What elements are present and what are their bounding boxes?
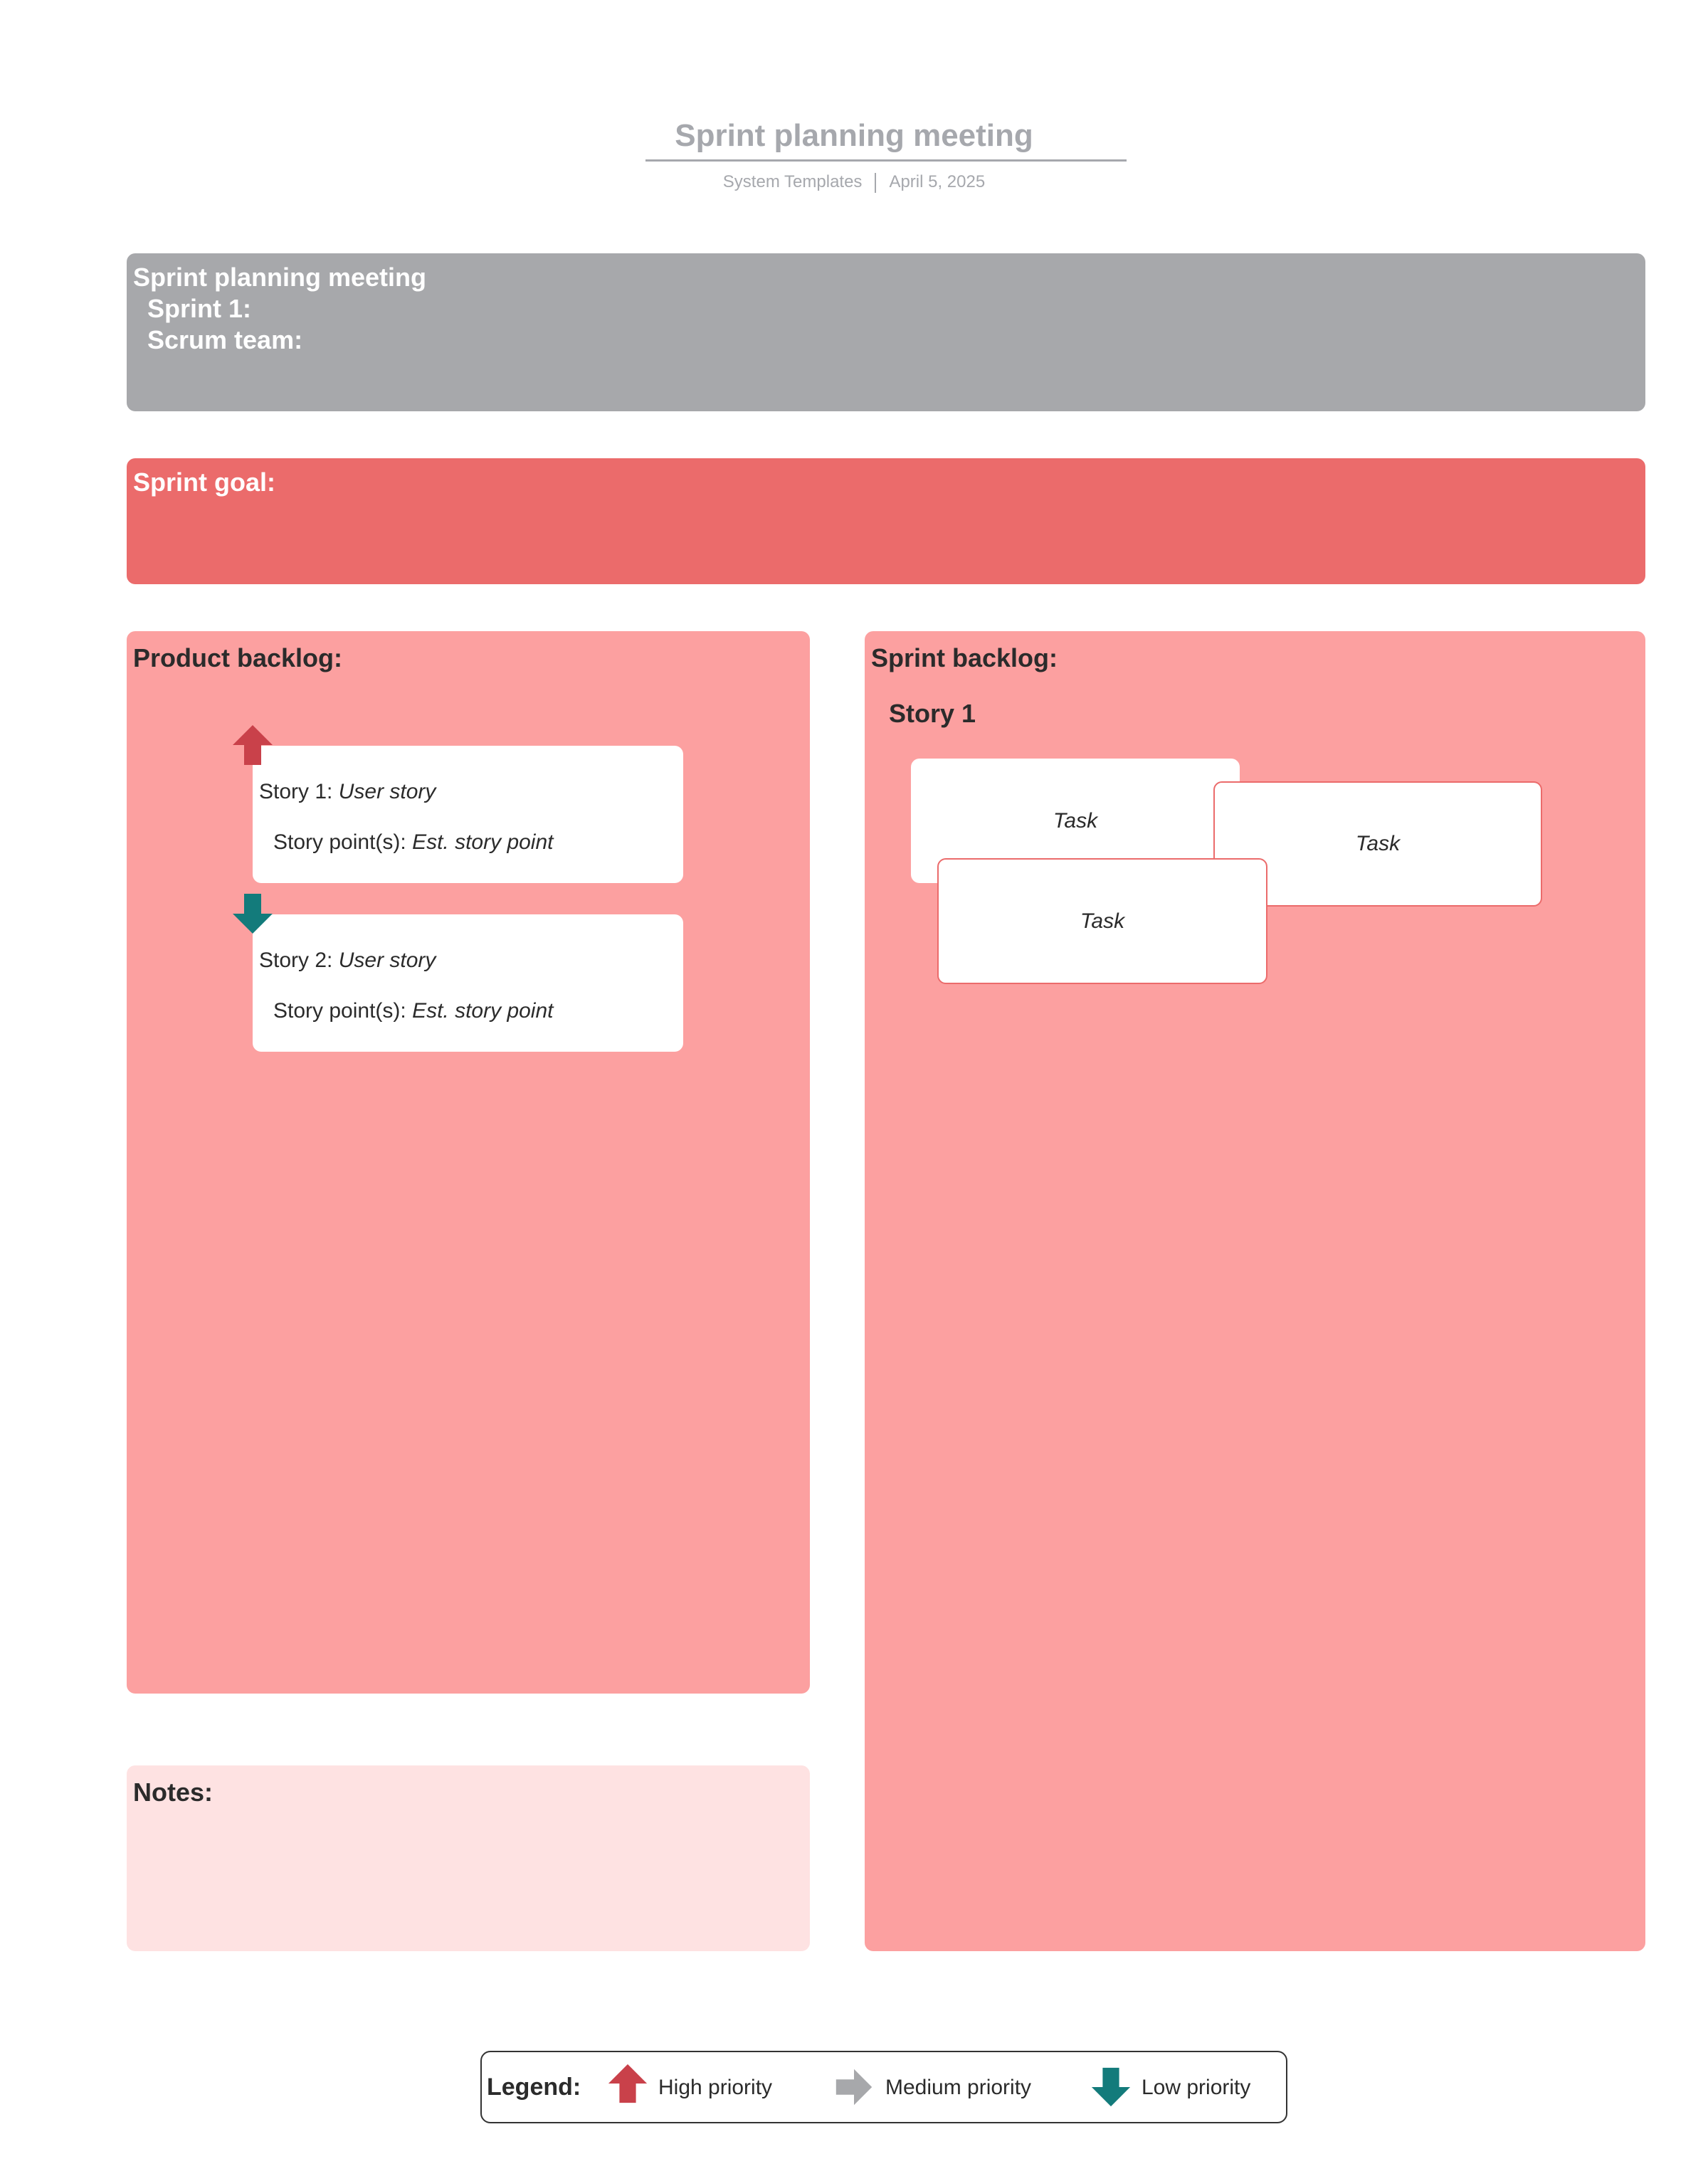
story-description: User story bbox=[338, 949, 436, 972]
scrum-team-label: Scrum team: bbox=[147, 325, 303, 354]
legend-high-priority-label: High priority bbox=[658, 2076, 773, 2099]
story-name: Story 1: bbox=[259, 780, 333, 803]
story-points-value: Est. story point bbox=[412, 830, 554, 854]
sprint-label: Sprint 1: bbox=[147, 294, 252, 323]
meeting-title: Sprint planning meeting bbox=[133, 263, 426, 292]
product-backlog-label: Product backlog: bbox=[133, 643, 343, 672]
legend bbox=[480, 2051, 1287, 2123]
notes-label: Notes: bbox=[133, 1778, 214, 1807]
date-label: April 5, 2025 bbox=[889, 172, 986, 191]
arrow-up-icon bbox=[607, 2063, 648, 2104]
document-meta bbox=[0, 172, 1708, 193]
legend-low-priority-label: Low priority bbox=[1142, 2076, 1251, 2099]
sprint-goal-label: Sprint goal: bbox=[133, 468, 275, 497]
story-title: Story 1 bbox=[889, 699, 976, 728]
story-points-line bbox=[273, 830, 554, 855]
sprint-backlog-label: Sprint backlog: bbox=[871, 643, 1058, 672]
page-title: Sprint planning meeting bbox=[675, 118, 1033, 153]
story-points-label: Story point(s): bbox=[273, 830, 406, 854]
arrow-down-icon bbox=[1090, 2066, 1132, 2108]
story-card[interactable] bbox=[253, 746, 683, 883]
legend-title: Legend: bbox=[487, 2074, 581, 2101]
meeting-info-panel bbox=[127, 253, 1645, 411]
arrow-right-icon bbox=[835, 2066, 873, 2108]
story-name-line bbox=[259, 780, 436, 804]
story-name: Story 2: bbox=[259, 949, 333, 972]
story-name-line bbox=[259, 949, 436, 973]
story-description: User story bbox=[338, 780, 436, 803]
story-card[interactable] bbox=[253, 914, 683, 1052]
task-card[interactable]: Task bbox=[911, 759, 1240, 883]
story-points-line bbox=[273, 999, 554, 1023]
task-card[interactable]: Task bbox=[937, 858, 1267, 984]
sprint-goal-panel bbox=[127, 458, 1645, 584]
legend-medium-priority-label: Medium priority bbox=[885, 2076, 1032, 2099]
story-points-label: Story point(s): bbox=[273, 999, 406, 1023]
story-points-value: Est. story point bbox=[412, 999, 554, 1023]
meta-divider bbox=[875, 173, 876, 193]
arrow-up-icon bbox=[231, 724, 274, 766]
notes-panel bbox=[127, 1765, 810, 1951]
task-card[interactable]: Task bbox=[1213, 781, 1542, 907]
arrow-down-icon bbox=[231, 892, 274, 935]
title-underline bbox=[645, 159, 1127, 162]
source-label: System Templates bbox=[722, 172, 863, 191]
